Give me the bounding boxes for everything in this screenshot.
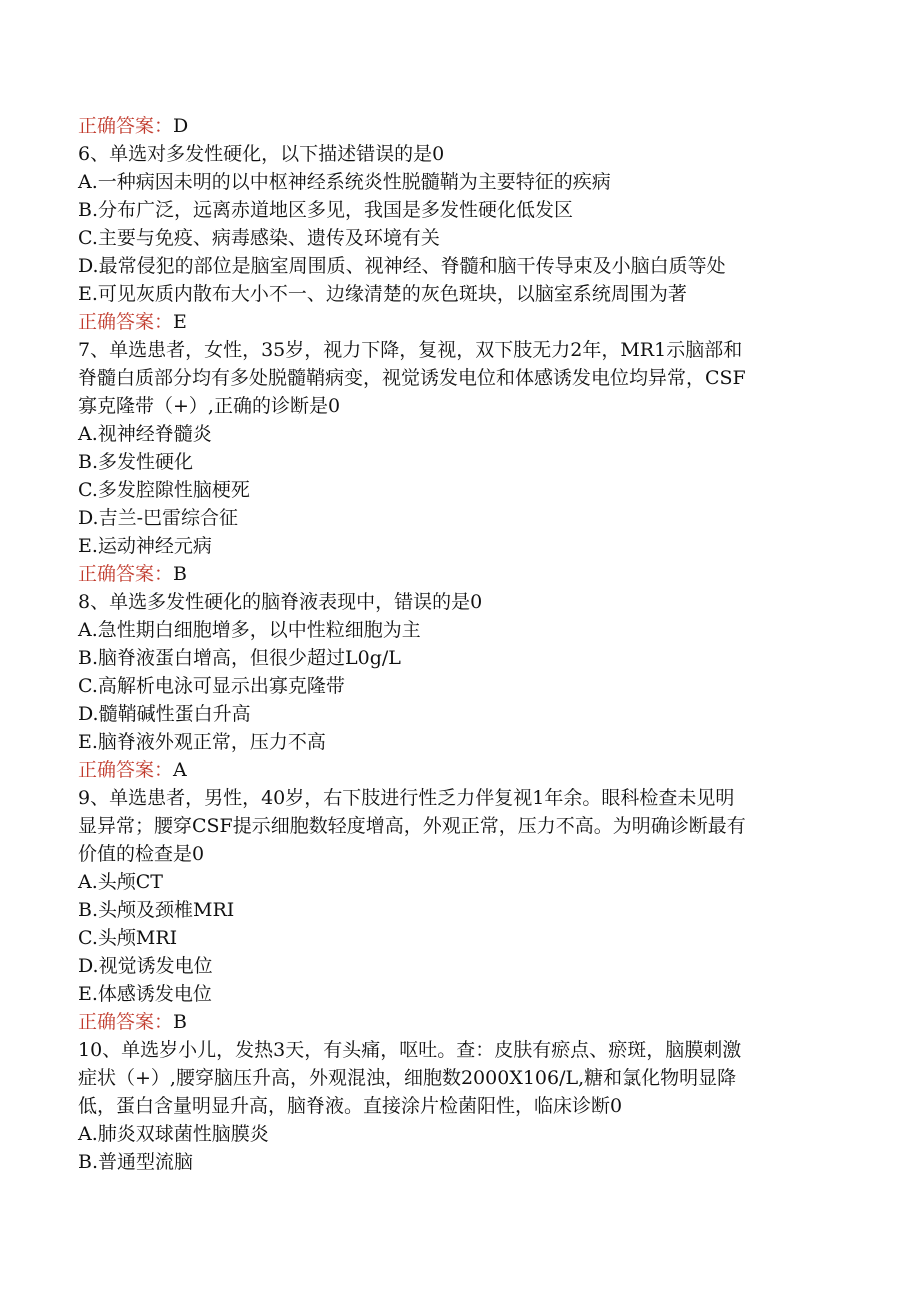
correct-answer-value: D: [173, 115, 189, 137]
question-text: 症状（+）,腰穿脑压升高，外观混浊，细胞数2000X106/L,糖和氯化物明显降: [78, 1067, 737, 1089]
question-text: 7、单选患者，女性，35岁，视力下降，复视，双下肢无力2年，MR1示脑部和: [78, 339, 743, 361]
answer-option: A.头颅CT: [78, 871, 163, 893]
question-text: 价值的检查是0: [78, 843, 205, 865]
question-text: 9、单选患者，男性，40岁，右下肢进行性乏力伴复视1年余。眼科检查未见明: [78, 787, 735, 809]
correct-answer: [78, 560, 838, 588]
correct-answer: [78, 1008, 838, 1036]
question-text: 显异常；腰穿CSF提示细胞数轻度增高，外观正常，压力不高。为明确诊断最有: [78, 815, 746, 837]
answer-option: A.肺炎双球菌性脑膜炎: [78, 1123, 269, 1145]
correct-answer: [78, 112, 838, 140]
question-text: 8、单选多发性硬化的脑脊液表现中，错误的是0: [78, 591, 483, 613]
question-text: 寡克隆带（+）,正确的诊断是0: [78, 395, 341, 417]
answer-option: D.视觉诱发电位: [78, 955, 213, 977]
answer-option: B.多发性硬化: [78, 451, 194, 473]
correct-answer-label: 正确答案：: [78, 759, 174, 781]
answer-option: A.视神经脊髓炎: [78, 423, 212, 445]
question-text: 低，蛋白含量明显升高，脑脊液。直接涂片检菌阳性，临床诊断0: [78, 1095, 623, 1117]
correct-answer-label: 正确答案：: [78, 1011, 174, 1033]
answer-option: B.分布广泛，远离赤道地区多见，我国是多发性硬化低发区: [78, 199, 574, 221]
correct-answer: [78, 308, 838, 336]
question-text: 10、单选岁小儿，发热3天，有头痛，呕吐。查：皮肤有瘀点、瘀斑，脑膜刺激: [78, 1039, 742, 1061]
correct-answer-value: B: [173, 1011, 187, 1033]
answer-option: E.脑脊液外观正常，压力不高: [78, 731, 326, 753]
correct-answer-label: 正确答案：: [78, 311, 174, 333]
answer-option: B.脑脊液蛋白增高，但很少超过L0g/L: [78, 647, 401, 669]
answer-option: D.最常侵犯的部位是脑室周围质、视神经、脊髓和脑干传导束及小脑白质等处: [78, 255, 726, 277]
document-page: [78, 112, 838, 1176]
correct-answer-value: E: [173, 311, 187, 333]
answer-option: A.一种病因未明的以中枢神经系统炎性脱髓鞘为主要特征的疾病: [78, 171, 611, 193]
correct-answer: [78, 756, 838, 784]
answer-option: C.高解析电泳可显示出寡克隆带: [78, 675, 345, 697]
question-text: 脊髓白质部分均有多处脱髓鞘病变，视觉诱发电位和体感诱发电位均异常，CSF: [78, 367, 746, 389]
answer-option: E.运动神经元病: [78, 535, 212, 557]
answer-option: E.可见灰质内散布大小不一、边缘清楚的灰色斑块，以脑室系统周围为著: [78, 283, 687, 305]
answer-option: B.普通型流脑: [78, 1151, 194, 1173]
answer-option: D.吉兰-巴雷综合征: [78, 507, 239, 529]
answer-option: C.多发腔隙性脑梗死: [78, 479, 250, 501]
answer-option: C.主要与免疫、病毒感染、遗传及环境有关: [78, 227, 440, 249]
answer-option: E.体感诱发电位: [78, 983, 212, 1005]
answer-option: A.急性期白细胞增多，以中性粒细胞为主: [78, 619, 421, 641]
answer-option: B.头颅及颈椎MRI: [78, 899, 235, 921]
correct-answer-label: 正确答案：: [78, 563, 174, 585]
answer-option: D.髓鞘碱性蛋白升高: [78, 703, 251, 725]
correct-answer-value: A: [173, 759, 187, 781]
correct-answer-value: B: [173, 563, 187, 585]
correct-answer-label: 正确答案：: [78, 115, 174, 137]
question-text: 6、单选对多发性硬化，以下描述错误的是0: [78, 143, 445, 165]
answer-option: C.头颅MRI: [78, 927, 178, 949]
